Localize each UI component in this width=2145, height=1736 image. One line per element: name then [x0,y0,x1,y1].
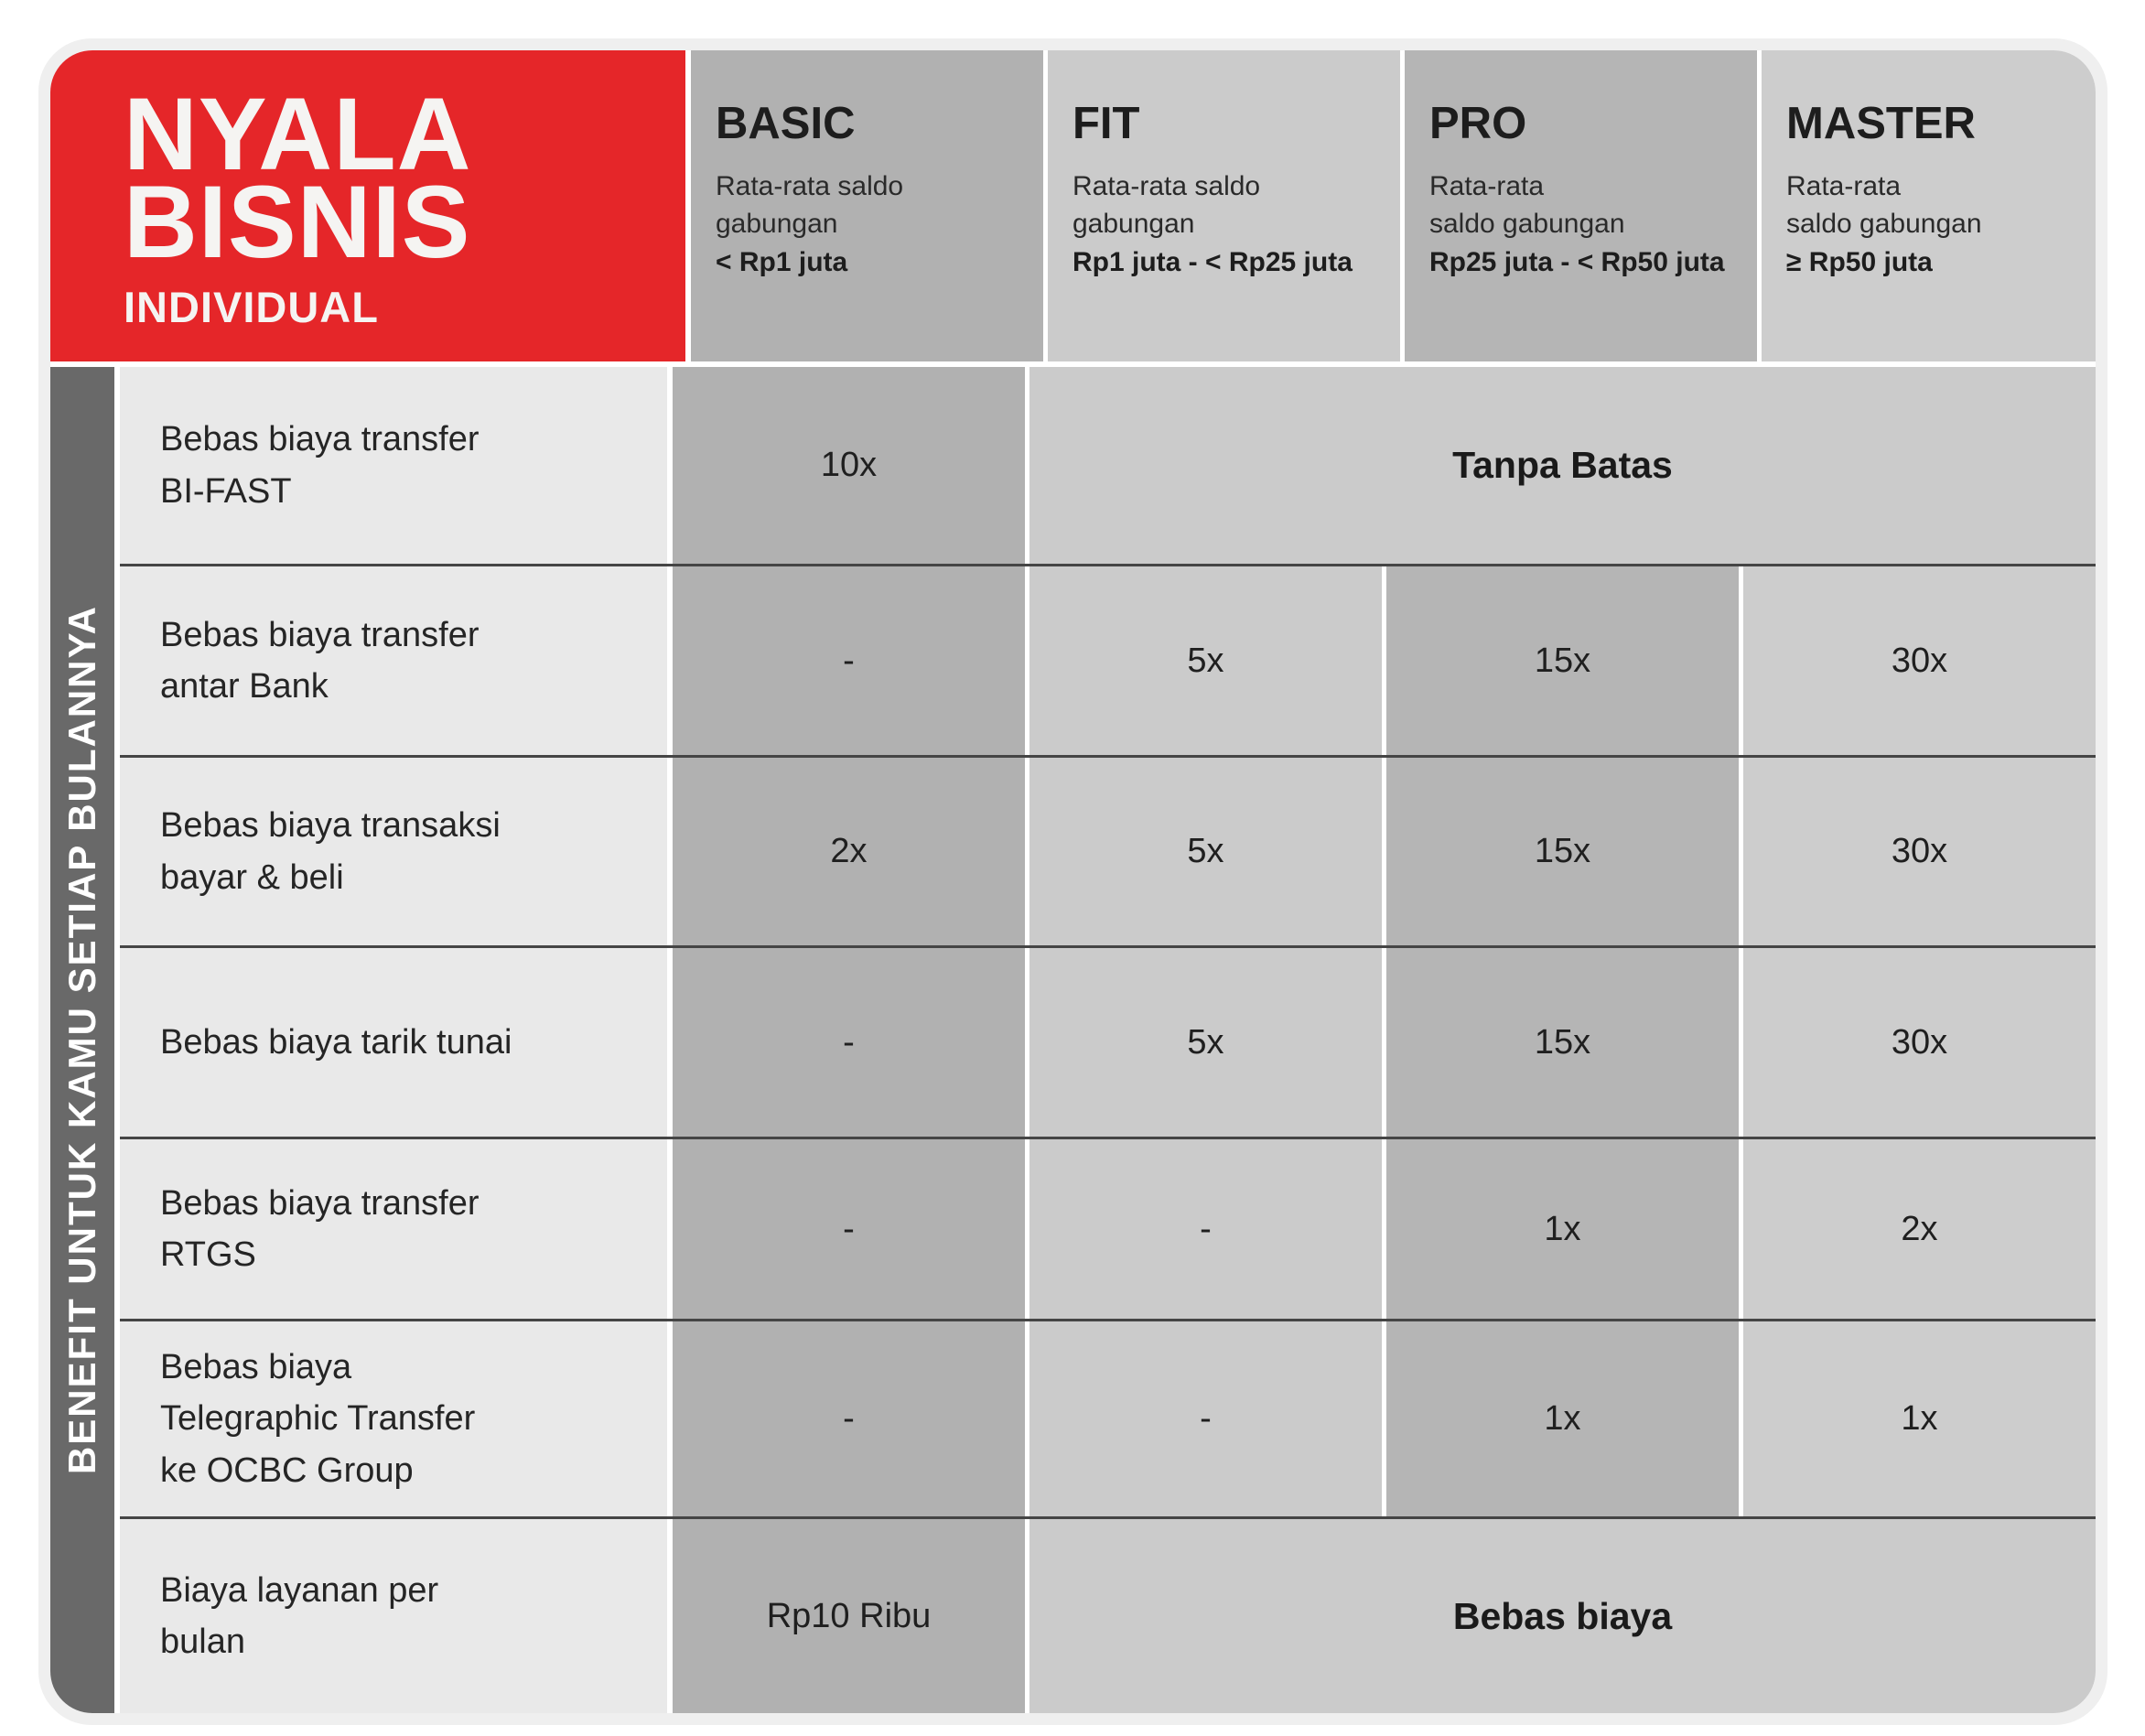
cell-basic: - [673,566,1025,755]
column-header-master [1762,50,2096,361]
cell-master: 1x [1743,1321,2096,1516]
cell-pro: 1x [1386,1321,1739,1516]
tier-name: FIT [1072,99,1140,148]
benefit-table-card [50,50,2096,1713]
tier-balance-range: Rp1 juta - < Rp25 juta [1072,246,1353,277]
tier-description: Rata-rata saldo gabungan Rp1 juta - < Rp25 juta [1072,167,1384,281]
cell-fit: - [1029,1139,1382,1319]
cell-merged-fit-pro-master: Bebas biaya [1029,1519,2096,1713]
table-body [50,367,2096,1713]
column-header-fit [1048,50,1400,361]
tier-name: BASIC [716,99,856,148]
benefit-sidebar-label: BENEFIT UNTUK KAMU SETIAP BULANNYA [60,605,103,1475]
tier-description: Rata-rata saldo gabungan ≥ Rp50 juta [1786,167,2079,281]
tier-name: PRO [1429,99,1527,148]
brand-title-line2: BISNIS [124,165,471,280]
cell-master: 2x [1743,1139,2096,1319]
table-row-tarik-tunai [120,945,2096,1137]
card-ring [38,38,2107,1725]
column-header-basic [691,50,1043,361]
cell-master: 30x [1743,758,2096,945]
row-label: Bebas biaya tarik tunai [120,948,667,1137]
row-label: Bebas biaya transaksi bayar & beli [120,758,667,945]
cell-pro: 15x [1386,948,1739,1137]
cell-merged-fit-pro-master: Tanpa Batas [1029,367,2096,564]
tier-description: Rata-rata saldo gabungan Rp25 juta - < Rp50 juta [1429,167,1741,281]
row-label: Biaya layanan per bulan [120,1519,667,1713]
cell-pro: 1x [1386,1139,1739,1319]
cell-basic: 10x [673,367,1025,564]
table-row-biaya-layanan [120,1516,2096,1713]
brand-panel [50,50,685,361]
row-label: Bebas biaya Telegraphic Transfer ke OCBC Group [120,1321,667,1516]
brand-title-line1: NYALA [124,77,472,191]
cell-fit: - [1029,1321,1382,1516]
benefit-grid [120,367,2096,1713]
cell-fit: 5x [1029,566,1382,755]
header-row [50,50,2096,361]
cell-pro: 15x [1386,566,1739,755]
table-row-antar-bank [120,564,2096,755]
benefit-sidebar [50,367,114,1713]
row-label: Bebas biaya transfer RTGS [120,1139,667,1319]
cell-master: 30x [1743,566,2096,755]
column-header-pro [1405,50,1757,361]
cell-fit: 5x [1029,758,1382,945]
row-label: Bebas biaya transfer BI-FAST [120,367,667,564]
table-row-telegraphic-transfer [120,1319,2096,1516]
table-row-bifast [120,367,2096,564]
cell-basic: - [673,948,1025,1137]
cell-basic: - [673,1139,1025,1319]
cell-basic: 2x [673,758,1025,945]
table-row-rtgs [120,1137,2096,1319]
brand-subtitle: INDIVIDUAL [124,282,379,331]
tier-name: MASTER [1786,99,1976,148]
cell-basic: - [673,1321,1025,1516]
cell-master: 30x [1743,948,2096,1137]
table-row-bayar-beli [120,755,2096,945]
cell-fit: 5x [1029,948,1382,1137]
tier-balance-range: Rp25 juta - < Rp50 juta [1429,246,1725,277]
row-label: Bebas biaya transfer antar Bank [120,566,667,755]
tier-balance-range: ≥ Rp50 juta [1786,246,1933,277]
tier-balance-range: < Rp1 juta [716,246,848,277]
tier-description: Rata-rata saldo gabungan < Rp1 juta [716,167,1027,281]
cell-basic: Rp10 Ribu [673,1519,1025,1713]
cell-pro: 15x [1386,758,1739,945]
